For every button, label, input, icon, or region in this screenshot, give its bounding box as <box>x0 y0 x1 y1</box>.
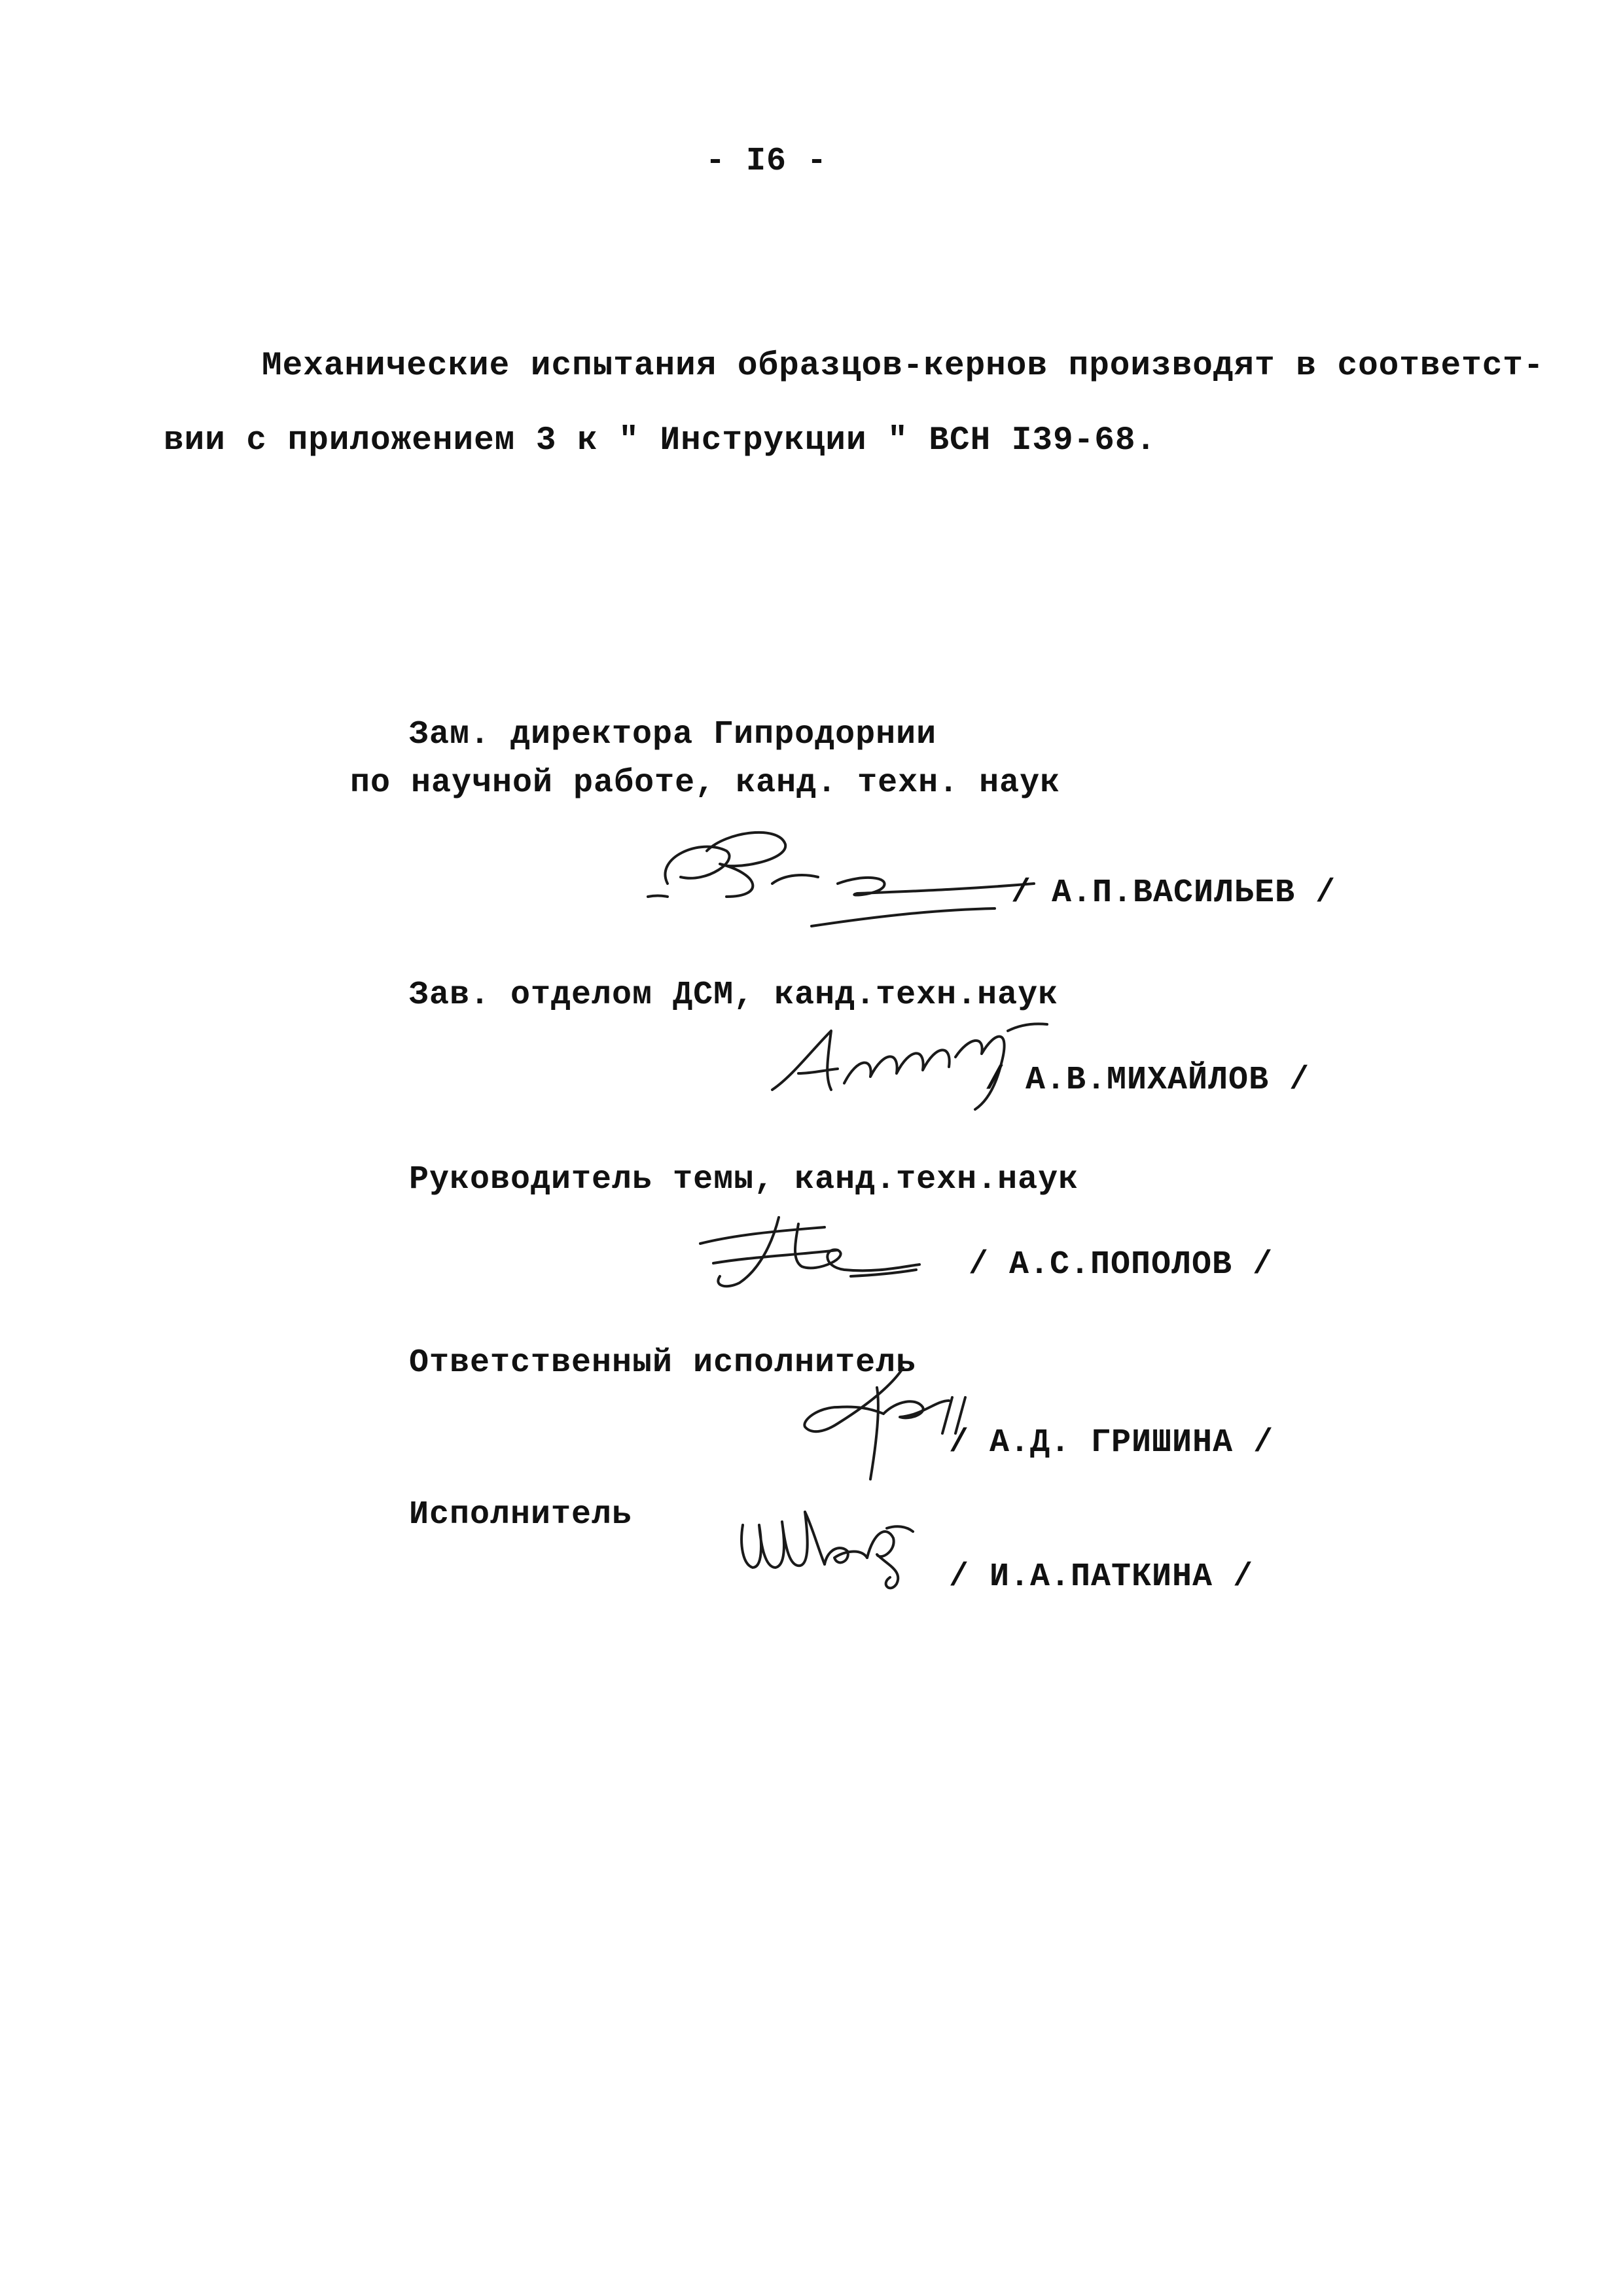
signature-popolov <box>687 1204 929 1296</box>
signatory-1-name: / А.П.ВАСИЛЬЕВ / <box>1011 874 1336 912</box>
signature-grishina <box>785 1361 982 1486</box>
signatory-5-title-line-1: Исполнитель <box>409 1496 633 1534</box>
signatory-3-name: / А.С.ПОПОЛОВ / <box>969 1246 1274 1283</box>
signatory-2-title-line-1: Зав. отделом ДСМ, канд.техн.наук <box>409 977 1059 1014</box>
signatory-2-name: / А.В.МИХАЙЛОВ / <box>985 1062 1310 1099</box>
signatory-5-name: / И.А.ПАТКИНА / <box>949 1558 1254 1596</box>
signatory-4-name: / А.Д. ГРИШИНА / <box>949 1424 1274 1462</box>
signature-patkina <box>730 1486 926 1597</box>
signatory-4-title-line-1: Ответственный исполнитель <box>409 1344 917 1382</box>
page-number: - I6 - <box>705 143 828 180</box>
signature-vasiliev <box>628 812 1060 949</box>
signatory-1-title-line-1: Зам. директора Гипродорнии <box>409 716 937 753</box>
body-text-line-2: вии с приложением 3 к " Инструкции " ВСН I39-68. <box>164 422 1157 459</box>
signatory-3-title-line-1: Руководитель темы, канд.техн.наук <box>409 1161 1079 1198</box>
signatory-1-title-line-2: по научной работе, канд. техн. наук <box>350 764 1061 802</box>
body-text-line-1: Механические испытания образцов-кернов производят в соответст- <box>262 348 1544 385</box>
